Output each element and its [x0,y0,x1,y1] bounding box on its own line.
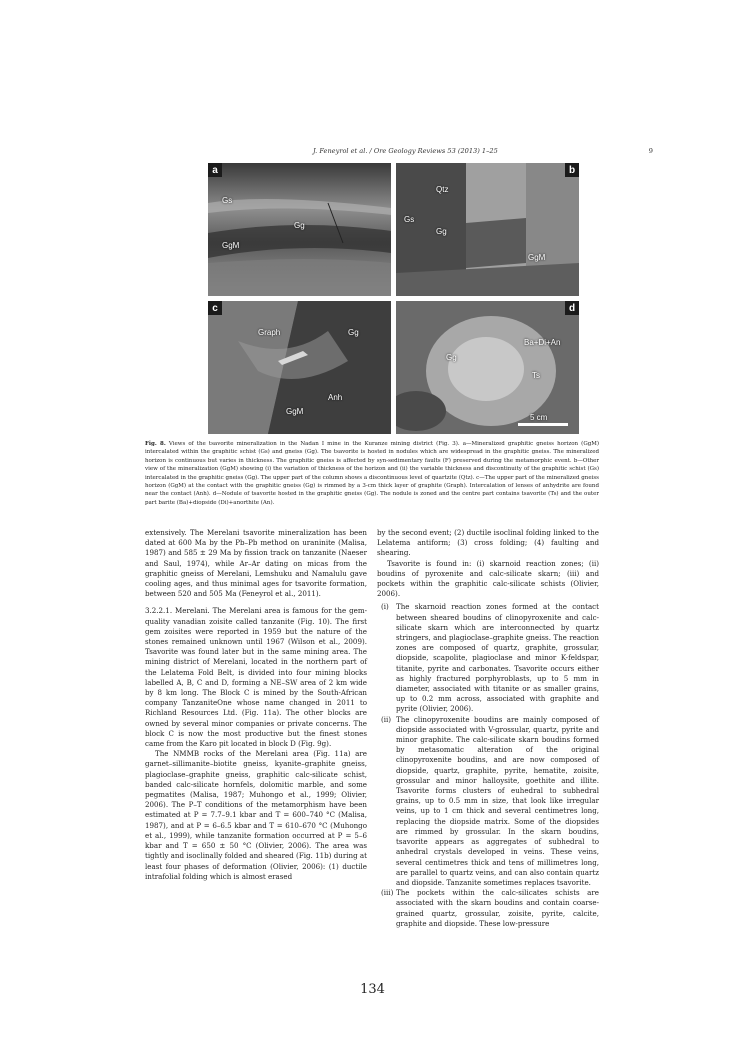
label-ggm: GgM [528,253,546,262]
list-item-number: (i) [381,602,389,612]
photo-panel-c [208,301,391,434]
scale-bar-label: 5 cm [530,413,548,422]
caption-label: Fig. 8. [145,441,166,447]
label-ba-di-an: Ba+Di+An [524,338,561,347]
paragraph: The NMMB rocks of the Merelani area (Fig. 11a) are garnet–sillimanite–biotite gneiss, kyanite–graphite gneiss, plagioclase–graphite gneiss, graphitic calc-silicate schist, banded calc-silicate hornfels, dolomitic marble, and some pegmatites (Malisa, 1987; Muhongo et al., 1999; Olivier, 2006). The P–T conditions of the metamorphism have been estimated at P = 7.7–9.1 kbar and T = 600–740 °C (Malisa, 1987), and at P = 6–6.5 kbar and T = 610–670 °C (Muhongo et al., 1999), while tanzanite formation occurred at P = 5–6 kbar and T = 650 ± 50 °C (Olivier, 2006). The area was tightly and isoclinally folded and sheared (Fig. 11b) during at least four phases of deformation (Olivier, 2006): (1) ductile intrafolial folding which is almost erased [145,749,367,881]
panel-label-c: c [208,301,222,315]
paragraph: Tsavorite is found in: (i) skarnoid reaction zones; (ii) boudins of pyroxenite and calc-silicate skarn; (iii) and pockets within the graphitic calc-silicate schists (Olivier, 2006). [377,558,599,599]
list-item-text: The skarnoid reaction zones formed at the contact between sheared boudins of clinopyroxenite and calc-silicate skarn which are interconnected by quartz stringers, and plagioclase–graphite gneiss. The reaction zones are composed of quartz, graphite, grossular, diopside, scapolite, plagioclase and minor K-feldspar, titanite, pyrite and carbonates. Tsavorite occurs either as highly fractured porphyroblasts, up to 5 mm in diameter, associated with titanite or as smaller grains, up to 0.2 mm across, associated with graphite and pyrite (Olivier, 2006). [396,602,599,714]
label-qtz: Qtz [436,185,449,194]
nodule-photo-d [396,301,579,434]
left-column [145,528,367,882]
label-gs: Gs [222,196,233,205]
paragraph: 3.2.2.1. Merelani. The Merelani area is famous for the gem-quality vanadian zoisite called tanzanite (Fig. 10). The first gem zoisites were reported in 1959 but the nature of the stones remained unknown until 1967 (Wilson et al., 2009). Tsavorite was found later but in the same mining area. The mining district of Merelani, located in the northern part of the Lelatema Fold Belt, is divided into four mining blocks labelled A, B, C and D, forming a NE–SW area of 2 km wide by 8 km long. The Block C is mined by the South-African company TanzaniteOne whose name changed in 2011 to Richland Resources Ltd. (Fig. 11a). The other blocks are owned by several minor companies or private concerns. The block C is now the most productive but the finest stones came from the Karo pit located in block D (Fig. 9g). [145,606,367,749]
figure-caption [145,440,599,507]
outcrop-photo-b [396,163,579,296]
label-gg: Gg [436,227,447,236]
photo-panel-b [396,163,579,296]
panel-label-b: b [565,163,579,177]
list-item [377,888,599,929]
label-gg: Gg [348,328,359,337]
journal-citation: J. Feneyrol et al. / Ore Geology Reviews 53 (2013) 1–25 [313,147,498,155]
label-ggm: GgM [286,407,304,416]
figure-8 [208,163,576,433]
caption-text: Views of the tsavorite mineralization in the Nadan I mine in the Kuranze mining district (Fig. 3). a—Mineralized graphitic gneiss horizon (GgM) intercalated within the graphitic schist (Gs) and gneiss (Gg). The tsavorite is hosted in nodules which are widespread in the graphitic gneiss. The mineralized horizon is continuous but varies in thickness. The graphitic gneiss is affected by syn-sedimentary faults (F) preserved during the metamorphic event. b—Other view of the mineralization (GgM) showing (i) the variation of thickness of the horizon and (ii) the variable thickness and discontinuity of the graphitic schist (Gs) intercalated in the graphitic gneiss (Gg). The upper part of the column shows a discontinuous level of quartzite (Qtz). c—The upper part of the mineralized gneiss horizon (GgM) at the contact with the graphitic gneiss (Gg) is rimmed by a 3-cm thick layer of graphite (Graph). Intercalation of lenses of anhydrite are found near the contact (Anh). d—Nodule of tsavorite hosted in the graphitic gneiss (Gg). The nodule is zoned and the centre part contains tsavorite (Ts) and the outer part barite (Ba)+diopside (Di)+anorthite (An). [145,441,600,506]
right-column [377,528,599,929]
list-item [377,715,599,888]
label-gg: Gg [294,221,305,230]
photo-panel-d [396,301,579,434]
list-item-text: The clinopyroxenite boudins are mainly composed of diopside associated with V-grossular, quartz, pyrite and minor graphite. The calc-silicate skarn boudins formed by metasomatic alteration of the original clinopyroxenite boudins, and are now composed of diopside, quartz, graphite, pyrite, hematite, zoisite, grossular and minor halloysite, goethite and illite. Tsavorite forms clusters of euhedral to subhedral grains, up to 0.5 mm in size, that look like irregular veins, up to 1 cm thick and several centimetres long, replacing the diopside matrix. Some of the diopsides are rimmed by grossular. In the skarn boudins, tsavorite appears as aggregates of subhedral to anhedral crystals developed in veins. These veins, several centimetres thick and tens of millimetres long, are parallel to quartz veins, and can also contain quartz and diopside. Tanzanite sometimes replaces tsavorite. [396,714,599,887]
photo-panel-a [208,163,391,296]
panel-label-d: d [565,301,579,315]
paragraph: by the second event; (2) ductile isoclinal folding linked to the Lelatema antiform; (3) cross folding; (4) faulting and shearing. [377,528,599,558]
label-ts: Ts [532,371,540,380]
label-graph: Graph [258,328,281,337]
label-gs: Gs [404,215,415,224]
label-gg: Gg [446,353,457,362]
list-item-number: (ii) [381,714,392,724]
journal-page-number: 9 [648,147,653,155]
label-ggm: GgM [222,241,240,250]
panel-label-a: a [208,163,222,177]
paragraph: extensively. The Merelani tsavorite mineralization has been dated at 600 Ma by the Pb–Pb method on uraninite (Malisa, 1987) and 585 ± 29 Ma by fission track on tanzanite (Naeser and Saul, 1974), while Ar–Ar dating on micas from the graphitic gneiss of Merelani, Lemshuku and Namalulu gave cooling ages, and thus minimal ages for tsavorite formation, between 520 and 505 Ma (Feneyrol et al., 2011). [145,528,367,599]
list-item [377,602,599,714]
page-number: 134 [360,982,385,997]
label-anh: Anh [328,393,343,402]
list-item-text: The pockets within the calc-silicates schists are associated with the skarn boudins and contain coarse-grained quartz, grossular, zoisite, pyrite, calcite, graphite and diopside. These low-pressure [396,888,599,928]
list-item-number: (iii) [381,888,394,898]
